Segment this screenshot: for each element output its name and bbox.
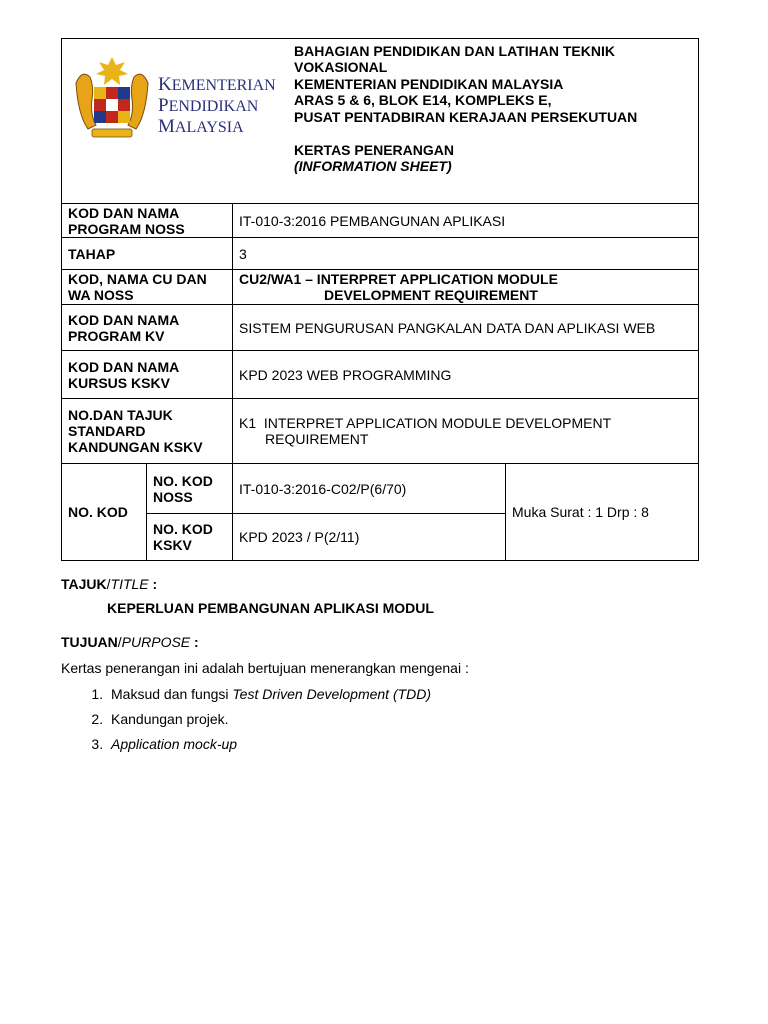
- kskv-label: NO. KOD KSKV: [147, 514, 233, 561]
- purpose-list: [61, 686, 431, 761]
- row-label: NO.DAN TAJUK STANDARD KANDUNGAN KSKV: [62, 399, 233, 464]
- header-line: VOKASIONAL: [294, 59, 388, 76]
- coat-of-arms-icon: [70, 53, 154, 145]
- row-value: KPD 2023 WEB PROGRAMMING: [233, 351, 699, 399]
- list-item: 2. Kandungan projek.: [107, 711, 431, 727]
- header-address: [294, 43, 694, 175]
- list-item: 3. Application mock-up: [107, 736, 431, 752]
- noss-value: IT-010-3:2016-C02/P(6/70): [233, 464, 506, 514]
- header-line: ARAS 5 & 6, BLOK E14, KOMPLEKS E,: [294, 92, 552, 109]
- row-label: TAHAP: [62, 238, 233, 270]
- tajuk-heading: TAJUK/TITLE :: [61, 576, 158, 592]
- row-value: IT-010-3:2016 PEMBANGUNAN APLIKASI: [233, 204, 699, 238]
- tujuan-heading: TUJUAN/PURPOSE :: [61, 634, 199, 650]
- intro-text: Kertas penerangan ini adalah bertujuan menerangkan mengenai :: [61, 660, 469, 676]
- row-label: KOD DAN NAMA KURSUS KSKV: [62, 351, 233, 399]
- row-label: KOD DAN NAMA PROGRAM NOSS: [62, 204, 233, 238]
- header-line: KEMENTERIAN PENDIDIKAN MALAYSIA: [294, 75, 564, 92]
- header-cell: [62, 39, 699, 204]
- row-value: CU2/WA1 – INTERPRET APPLICATION MODULE DEVELOPMENT REQUIREMENT: [233, 270, 699, 305]
- list-item: 1. Maksud dan fungsi Test Driven Development (TDD): [107, 686, 431, 702]
- tajuk-value: KEPERLUAN PEMBANGUNAN APLIKASI MODUL: [107, 600, 434, 616]
- sheet-title: KERTAS PENERANGAN: [294, 142, 454, 159]
- row-value: SISTEM PENGURUSAN PANGKALAN DATA DAN APLIKASI WEB: [233, 305, 699, 351]
- ministry-logo: [70, 53, 292, 163]
- header-line: PUSAT PENTADBIRAN KERAJAAN PERSEKUTUAN: [294, 108, 638, 125]
- row-label: KOD, NAMA CU DAN WA NOSS: [62, 270, 233, 305]
- info-table: [61, 38, 699, 561]
- kskv-value: KPD 2023 / P(2/11): [233, 514, 506, 561]
- row-value: 3: [233, 238, 699, 270]
- ministry-name: KEMENTERIAN PENDIDIKAN MALAYSIA: [158, 74, 276, 137]
- header-line: BAHAGIAN PENDIDIKAN DAN LATIHAN TEKNIK: [294, 43, 615, 59]
- noss-label: NO. KOD NOSS: [147, 464, 233, 514]
- row-value: K1 INTERPRET APPLICATION MODULE DEVELOPMENT REQUIREMENT: [233, 399, 699, 464]
- no-kod-label: NO. KOD: [62, 464, 147, 561]
- sheet-subtitle: (INFORMATION SHEET): [294, 158, 452, 175]
- row-label: KOD DAN NAMA PROGRAM KV: [62, 305, 233, 351]
- page-info: Muka Surat : 1 Drp : 8: [506, 464, 699, 561]
